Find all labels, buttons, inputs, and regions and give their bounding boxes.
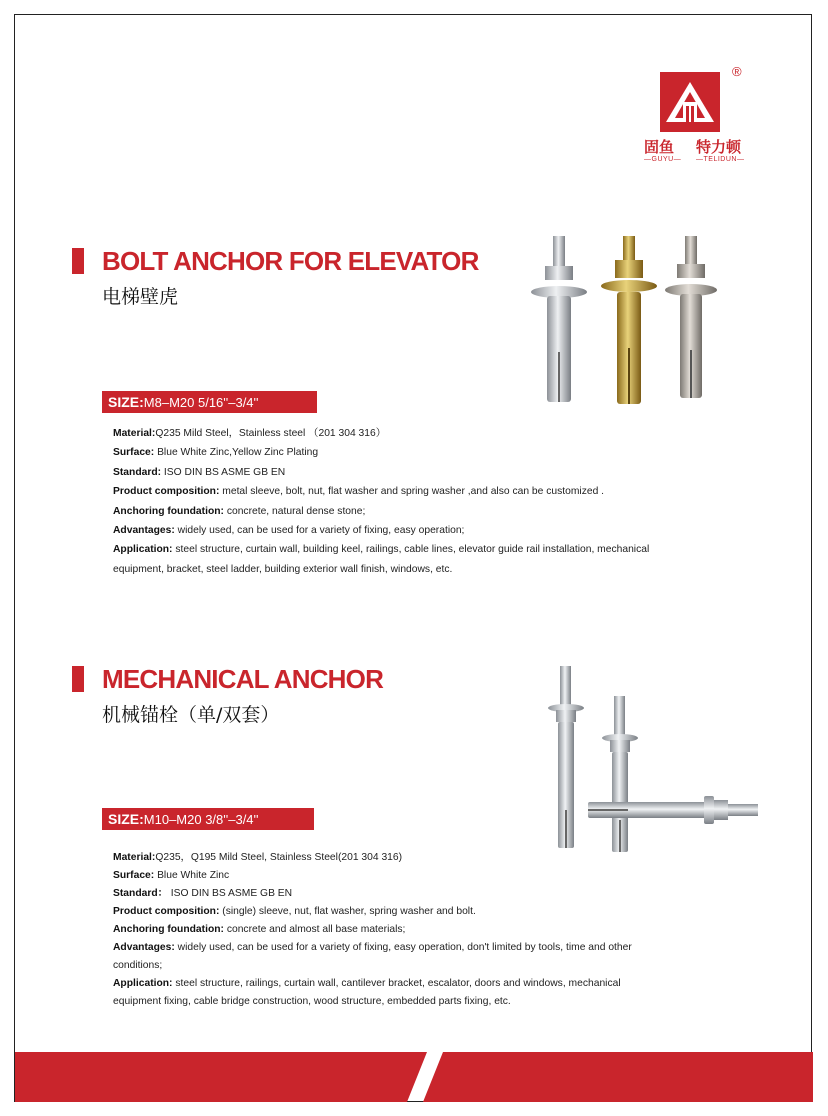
spec-line	[113, 921, 632, 939]
spec-label: Anchoring foundation:	[113, 924, 224, 935]
brand-logo	[644, 60, 764, 170]
brand-name-cn	[644, 136, 764, 157]
section1-subtitle: 电梯壁虎	[102, 286, 179, 308]
spec-text: widely used, can be used for a variety of fixing, easy operation, don't limited by tools, time and other	[174, 942, 632, 953]
section1-size-value: M8–M20 5/16''–3/4''	[143, 395, 259, 410]
brand-name-en	[644, 156, 764, 163]
brand-mark-icon	[660, 72, 720, 132]
spec-text: Q235，Q195 Mild Steel, Stainless Steel(201 304 316)	[155, 852, 403, 863]
footer-band	[15, 1052, 813, 1102]
spec-text: concrete, natural dense stone;	[223, 505, 366, 517]
mechanical-anchor-image	[528, 660, 764, 858]
spec-label: Standard：	[113, 888, 168, 899]
spec-line-continued: equipment, bracket, steel ladder, building exterior wall finish, windows, etc.	[113, 563, 453, 575]
spec-line	[113, 903, 632, 921]
spec-line	[113, 867, 632, 885]
spec-text: steel structure, railings, curtain wall, cantilever bracket, escalator, doors and windows, mechanical	[172, 978, 621, 989]
spec-label: Advantages:	[113, 942, 175, 953]
section1-size-bar	[102, 391, 317, 413]
spec-line	[113, 443, 649, 462]
spec-line	[113, 975, 632, 993]
section1-specs	[113, 424, 649, 579]
spec-text: widely used, can be used for a variety of fixing, easy operation;	[174, 525, 465, 537]
section1-size-label: SIZE:	[108, 394, 144, 410]
section2-title: MECHANICAL ANCHOR	[102, 664, 384, 694]
spec-text: concrete and almost all base materials;	[223, 924, 406, 935]
spec-line-continued: conditions;	[113, 960, 163, 971]
spec-label: Surface:	[113, 870, 155, 881]
brand-name-en-b: —TELIDUN—	[696, 156, 745, 163]
section2-size-value: M10–M20 3/8''–3/4''	[143, 812, 259, 827]
section2-size-bar	[102, 808, 314, 830]
brand-name-cn-a: 固鱼	[644, 139, 675, 156]
bolt-anchor-image	[525, 232, 735, 410]
spec-label: Product composition:	[113, 486, 220, 498]
section2-subtitle: 机械锚栓（单/双套）	[102, 704, 280, 726]
spec-label: Standard:	[113, 466, 162, 478]
spec-line	[113, 463, 649, 482]
spec-label: Anchoring foundation:	[113, 505, 224, 517]
section2-marker	[72, 666, 84, 692]
spec-text: Blue White Zinc,Yellow Zinc Plating	[154, 447, 319, 459]
spec-label: Product composition:	[113, 906, 220, 917]
spec-line	[113, 482, 649, 501]
spec-line	[113, 939, 632, 957]
spec-text: Q235 Mild Steel，Stainless steel （201 304 316）	[155, 428, 387, 439]
spec-label: Material:	[113, 852, 156, 863]
spec-text: (single) sleeve, nut, flat washer, spring washer and bolt.	[219, 906, 476, 917]
spec-line	[113, 849, 632, 867]
spec-line	[113, 885, 632, 903]
section2-size-label: SIZE:	[108, 811, 144, 827]
registered-mark: ®	[732, 64, 742, 79]
spec-text: Blue White Zinc	[154, 870, 230, 881]
spec-line-continued: equipment fixing, cable bridge construction, wood structure, embedded parts fixing, etc.	[113, 996, 511, 1007]
spec-label: Application:	[113, 544, 173, 556]
section1-title: BOLT ANCHOR FOR ELEVATOR	[102, 246, 479, 276]
spec-label: Material:	[113, 428, 156, 439]
spec-line	[113, 521, 649, 540]
brand-name-cn-b: 特力顿	[696, 139, 742, 156]
section1-marker	[72, 248, 84, 274]
spec-text: metal sleeve, bolt, nut, flat washer and spring washer ,and also can be customized .	[219, 486, 605, 498]
spec-text: ISO DIN BS ASME GB EN	[161, 466, 286, 478]
spec-line	[113, 424, 649, 443]
spec-line	[113, 502, 649, 521]
spec-text: ISO DIN BS ASME GB EN	[167, 888, 293, 899]
spec-line	[113, 540, 649, 559]
brand-name-en-a: —GUYU—	[644, 156, 682, 163]
spec-label: Advantages:	[113, 525, 175, 537]
spec-label: Application:	[113, 978, 173, 989]
spec-text: steel structure, curtain wall, building keel, railings, cable lines, elevator guide rail installation, mechanical	[172, 544, 650, 556]
section2-specs	[113, 849, 632, 1011]
spec-label: Surface:	[113, 447, 155, 459]
